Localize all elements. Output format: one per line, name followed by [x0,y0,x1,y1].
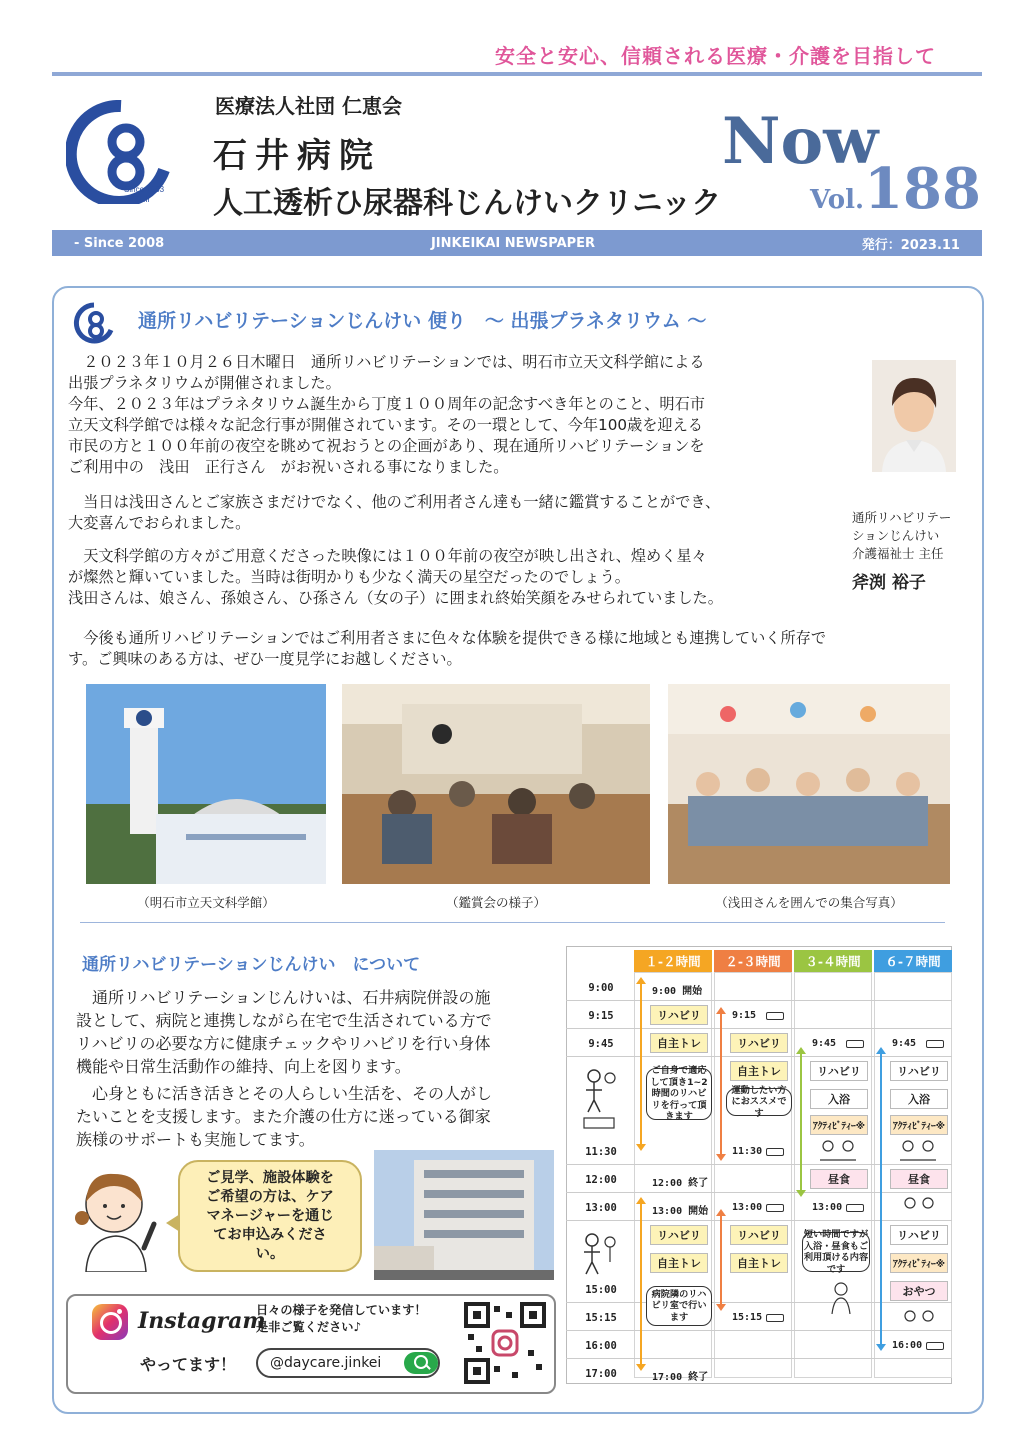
author-role-line: 通所リハビリテー [852,510,952,525]
newspaper-band [52,230,982,256]
schedule-time-label: 9:15 [732,1010,757,1021]
text-line: 当日は浅田さんとご家族さまだけでなく、他のご利用者さん達も一緒に鑑賞することができ、 [68,493,721,511]
schedule-note: 病院隣のリハビリ室で行います [646,1286,712,1326]
schedule-start-time: 13:00 開始 [652,1206,709,1217]
schedule-self-training: 自主トレ [650,1033,708,1053]
band-since: - Since 2008 [74,235,165,251]
article-paragraph-1 [68,352,838,478]
about-paragraph-2 [76,1082,562,1151]
shuttle-van-icon [766,1148,784,1156]
logo-since: Since 1963 [124,185,165,194]
schedule-time-label: 15:15 [732,1312,763,1323]
schedule-self-training: 自主トレ [730,1061,788,1081]
schedule-row-line [566,1358,952,1359]
schedule-start-time: 9:00 開始 [652,986,703,997]
schedule-self-training: 自主トレ [650,1253,708,1273]
schedule-bath: 入浴 [810,1089,868,1109]
schedule-row-line [566,1056,952,1057]
instagram-handle: @daycare.jinkei [270,1355,382,1371]
vol-number: 188 [864,156,981,222]
activity-illustration-icon [896,1194,942,1218]
author-role-line: 介護福祉士 主任 [852,546,944,561]
schedule-header-2-3h: ２-３時間 [714,950,792,972]
shuttle-van-icon [926,1040,944,1048]
schedule-time: 13:00 [585,1202,617,1214]
text-line: ２０２３年１０月２６日木曜日 通所リハビリテーションでは、明石市立天文科学館による [68,353,705,371]
snack-illustration-icon [896,1306,942,1332]
text-line: 族様のサポートも実施してます。 [76,1130,315,1149]
text-line: 立天文科学館では様々な記念行事が開催されています。その一環として、今年100歳を迎える [68,416,703,434]
shuttle-van-icon [766,1314,784,1322]
instagram-icon[interactable] [92,1304,128,1340]
schedule-lunch: 昼食 [890,1169,948,1189]
shuttle-van-icon [846,1040,864,1048]
schedule-row-line [566,1302,952,1303]
schedule-time-label: 9:45 [812,1038,837,1049]
schedule-row-line [566,1164,952,1165]
visit-bubble [178,1160,362,1272]
schedule-time-label: 13:00 [732,1202,763,1213]
hospital-name: 石井病院 [213,136,381,176]
schedule-bath: 入浴 [890,1089,948,1109]
staff-illustration [70,1162,162,1272]
photo-caption: （鑑賞会の様子） [445,895,546,910]
shuttle-van-icon [766,1012,784,1020]
schedule-end-time: 17:00 終了 [652,1372,709,1383]
section-divider [80,922,945,923]
schedule-lunch: 昼食 [810,1169,868,1189]
schedule-rehab: リハビリ [650,1005,708,1025]
exercise-figure-icon [580,1064,620,1134]
photo-caption: （浅田さんを囲んでの集合写真） [715,895,903,910]
text-line: 日々の様子を発信しています！ [256,1303,427,1317]
schedule-arrow [640,982,642,1146]
schedule-arrow [720,1012,722,1156]
logo-name: ISHII [132,195,150,204]
schedule-arrow [880,1052,882,1346]
schedule-row-line [566,1220,952,1221]
text-line: たいことを支援します。また介護の仕方に迷っている御家 [76,1107,491,1126]
article-title: 通所リハビリテーションじんけい 便り ～ 出張プラネタリウム ～ [138,310,707,332]
schedule-row-line [566,1330,952,1331]
activity-illustration-icon [816,1138,862,1162]
article-paragraph-2 [68,492,838,534]
text-line: リハビリの必要な方に健康チェックやリハビリを行い身体 [76,1034,491,1053]
schedule-activity: ｱｸﾃｨﾋﾞﾃｨｰ※ [810,1115,868,1135]
organization-name: 医療法人社団 仁恵会 [215,94,402,118]
schedule-end-time: 12:00 終了 [652,1178,709,1189]
about-title: 通所リハビリテーションじんけい について [82,955,421,975]
text-line: 今後も通所リハビリテーションではご利用者さまに色々な体験を提供できる様に地域とも連携していく所存で [68,629,827,647]
qr-code[interactable] [462,1300,548,1386]
instagram-message [256,1302,427,1336]
hospital-logo [66,100,176,204]
schedule-arrow [800,1052,802,1192]
schedule-time: 9:45 [588,1038,614,1050]
schedule-note: 短い時間ですが入浴・昼食もご利用頂ける内容です [803,1229,869,1275]
article-paragraph-3 [68,546,838,609]
schedule-time-label: 16:00 [892,1340,923,1351]
text-line: 心身ともに活き活きとその人らしい生活を、その人がし [76,1084,493,1103]
shuttle-van-icon [926,1342,944,1350]
schedule-row-line [566,1192,952,1193]
text-line: 出張プラネタリウムが開催されました。 [68,374,341,392]
schedule-snack: おやつ [890,1281,948,1301]
schedule-rehab: リハビリ [650,1225,708,1245]
schedule-rehab: リハビリ [730,1033,788,1053]
schedule-time: 12:00 [585,1174,617,1186]
schedule-rehab: リハビリ [730,1225,788,1245]
photo-group-picture [668,684,950,884]
header-rule [52,72,982,76]
activity-illustration-icon [896,1138,942,1162]
schedule-header-6-7h: ６-７時間 [874,950,952,972]
instagram-wordmark: Instagram [138,1308,266,1334]
schedule-time: 15:00 [585,1284,617,1296]
schedule-note: 運動したい方におススメです [726,1088,792,1116]
now-title: Now [722,104,879,179]
schedule-time: 11:30 [585,1146,617,1158]
schedule-activity: ｱｸﾃｨﾋﾞﾃｨｰ※ [890,1115,948,1135]
vol-label: Vol. [810,185,865,215]
building-photo [374,1150,554,1280]
schedule-header-3-4h: ３-４時間 [794,950,872,972]
shuttle-van-icon [846,1204,864,1212]
author-role-line: ションじんけい [852,528,940,543]
schedule-header-1-2h: １-２時間 [634,950,712,972]
text-line: 浅田さんは、娘さん、孫娘さん、ひ孫さん（女の子）に囲まれ終始笑顔をみせられていました。 [68,589,723,607]
rehab-figure-icon [580,1230,620,1278]
schedule-self-training: 自主トレ [730,1253,788,1273]
schedule-time: 16:00 [585,1340,617,1352]
schedule-rehab: リハビリ [890,1061,948,1081]
author-portrait [872,360,956,472]
text-line: 設として、病院と連携しながら在宅で生活されている方で [76,1011,492,1030]
section-logo-icon [72,302,116,344]
photo-caption: （明石市立天文科学館） [137,895,275,910]
staff-figure-icon [826,1280,856,1314]
schedule-time: 9:15 [588,1010,614,1022]
instagram-tagline: やってます！ [140,1355,237,1374]
schedule-time-label: 9:45 [892,1038,917,1049]
photo-viewing-event [342,684,650,884]
text-line: 通所リハビリテーションじんけいは、石井病院併設の施 [76,988,491,1007]
author-name: 斧渕 裕子 [852,573,926,593]
text-line: 今年、２０２３年はプラネタリウム誕生から丁度１００周年の記念すべき年とのこと、明石市 [68,395,705,413]
schedule-rehab: リハビリ [890,1225,948,1245]
text-line: ご利用中の 浅田 正行さん がお祝いされる事になりました。 [68,458,509,476]
visit-bubble-text: ご見学、施設体験をご希望の方は、ケアマネージャーを通じてお申込みください。 [206,1169,334,1262]
about-paragraph-1 [76,986,562,1078]
shuttle-van-icon [766,1204,784,1212]
photo-science-museum [86,684,326,884]
article-paragraph-4 [68,628,958,670]
search-icon[interactable] [404,1352,438,1374]
schedule-time: 17:00 [585,1368,617,1380]
slogan: 安全と安心、信頼される医療・介護を目指して [495,44,936,68]
schedule-row-line [566,1028,952,1029]
text-line: 大変喜んでおられました。 [68,514,251,532]
schedule-time: 9:00 [588,982,614,994]
schedule-rehab: リハビリ [810,1061,868,1081]
band-title: JINKEIKAI NEWSPAPER [430,235,596,251]
band-issued: 発行：2023.11 [861,237,960,253]
text-line: 市民の方と１００年前の夜空を眺めて祝おうとの企画があり、現在通所リハビリテーションを [68,437,705,455]
schedule-time-label: 13:00 [812,1202,843,1213]
schedule-row-line [566,1000,952,1001]
schedule-activity: ｱｸﾃｨﾋﾞﾃｨｰ※ [890,1253,948,1273]
schedule-arrow [720,1214,722,1306]
text-line: 天文科学館の方々がご用意くださった映像には１００年前の夜空が映し出され、煌めく星々 [68,547,707,565]
volume [810,156,981,222]
text-line: 機能や日常生活動作の維持、向上を図ります。 [76,1057,411,1076]
schedule-note: ご自身で適応して頂き1~2時間のリハビリを行って頂きます [646,1068,712,1120]
text-line: が燦然と輝いていました。当時は街明かりも少なく満天の星空だったのでしょう。 [68,568,630,586]
clinic-name: 人工透析ひ尿器科じんけいクリニック [213,186,722,221]
text-line: 是非ご覧ください♪ [256,1320,362,1334]
schedule-arrow [640,1202,642,1366]
schedule-time-label: 11:30 [732,1146,763,1157]
text-line: す。ご興味のある方は、ぜひ一度見学にお越しください。 [68,650,462,668]
schedule-time: 15:15 [585,1312,617,1324]
